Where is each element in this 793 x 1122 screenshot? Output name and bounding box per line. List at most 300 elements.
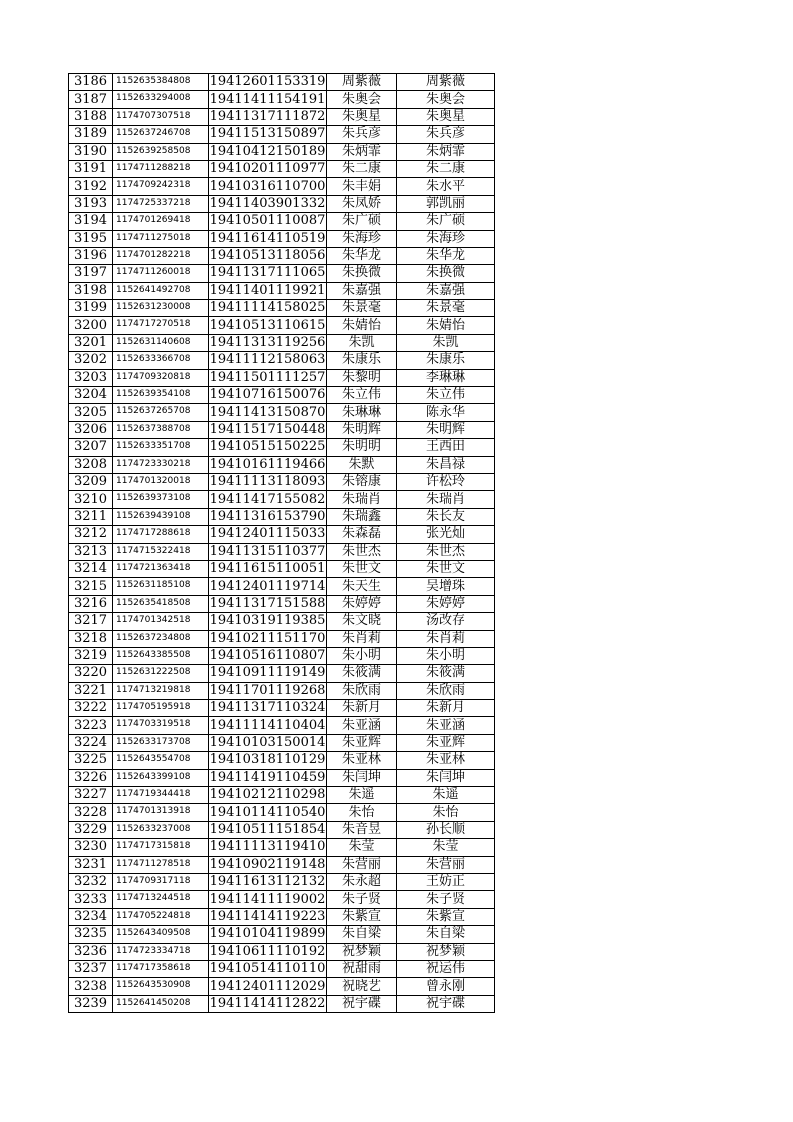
id-code-cell: 1174717358618 <box>113 960 209 977</box>
row-number-cell: 3233 <box>69 891 113 908</box>
name-cell: 朱明明 <box>327 439 397 456</box>
exam-number-cell: 19411317111065 <box>209 265 326 281</box>
name-alt-cell: 朱奥会 <box>397 91 495 108</box>
id-code-cell: 1174717315818 <box>113 839 209 856</box>
exam-number-cell: 19412401112029 <box>209 978 326 994</box>
table-row <box>69 230 495 247</box>
id-code-cell: 1174713219818 <box>113 682 209 699</box>
table-row <box>69 195 495 212</box>
table-row <box>69 491 495 508</box>
exam-number-cell: 19411615110051 <box>209 561 326 577</box>
row-number-cell: 3225 <box>69 752 113 769</box>
row-number-cell: 3191 <box>69 160 113 177</box>
name-cell: 朱奥会 <box>327 91 397 108</box>
id-code-cell: 1152637234808 <box>113 630 209 647</box>
exam-number-cell: 19411413150870 <box>209 404 326 420</box>
exam-number-cell: 19410501110087 <box>209 213 326 229</box>
row-number-cell: 3188 <box>69 108 113 125</box>
name-cell: 周紫薇 <box>327 74 397 91</box>
name-alt-cell: 朱奥星 <box>397 108 495 125</box>
name-cell: 朱瑞鑫 <box>327 508 397 525</box>
id-code-cell: 1174711278518 <box>113 856 209 873</box>
row-number-cell: 3220 <box>69 665 113 682</box>
name-cell: 朱康乐 <box>327 352 397 369</box>
name-cell: 朱筱满 <box>327 665 397 682</box>
name-cell: 朱立伟 <box>327 387 397 404</box>
name-cell: 祝梦颖 <box>327 943 397 960</box>
name-cell: 朱炳霏 <box>327 143 397 160</box>
name-cell: 朱嘉强 <box>327 282 397 299</box>
name-alt-cell: 王妨正 <box>397 873 495 890</box>
id-code-cell: 1152631230008 <box>113 300 209 317</box>
table-row <box>69 717 495 734</box>
table-row <box>69 456 495 473</box>
row-number-cell: 3210 <box>69 491 113 508</box>
exam-number-cell: 19410511151854 <box>209 821 326 837</box>
row-number-cell: 3195 <box>69 230 113 247</box>
row-number-cell: 3219 <box>69 647 113 664</box>
name-alt-cell: 李琳琳 <box>397 369 495 386</box>
row-number-cell: 3189 <box>69 126 113 143</box>
table-row <box>69 247 495 264</box>
exam-number-cell: 19412601153319 <box>209 74 326 90</box>
table-row <box>69 613 495 630</box>
row-number-cell: 3234 <box>69 908 113 925</box>
row-number-cell: 3238 <box>69 978 113 995</box>
table-row <box>69 369 495 386</box>
row-number-cell: 3227 <box>69 787 113 804</box>
name-alt-cell: 朱立伟 <box>397 387 495 404</box>
name-cell: 朱华龙 <box>327 247 397 264</box>
name-alt-cell: 祝宇碟 <box>397 995 495 1012</box>
name-cell: 朱亚林 <box>327 752 397 769</box>
name-alt-cell: 朱昌禄 <box>397 456 495 473</box>
id-code-cell: 1152643399108 <box>113 769 209 786</box>
name-cell: 朱小明 <box>327 647 397 664</box>
exam-number-cell: 19411317111872 <box>209 108 326 124</box>
exam-number-cell: 19411414112822 <box>209 995 326 1011</box>
exam-number-cell: 19411113119410 <box>209 839 326 855</box>
exam-number-cell: 19410114110540 <box>209 804 326 820</box>
id-code-cell: 1152639439108 <box>113 508 209 525</box>
id-code-cell: 1174711275018 <box>113 230 209 247</box>
exam-number-cell: 19410513118056 <box>209 248 326 264</box>
id-code-cell: 1174703319518 <box>113 717 209 734</box>
name-alt-cell: 张光灿 <box>397 526 495 543</box>
table-row <box>69 74 495 91</box>
name-cell: 朱遥 <box>327 787 397 804</box>
exam-number-cell: 19410513110615 <box>209 317 326 333</box>
exam-number-cell: 19410211151170 <box>209 630 326 646</box>
id-code-cell: 1152635384808 <box>113 74 209 91</box>
exam-number-cell: 19411701119268 <box>209 682 326 698</box>
name-alt-cell: 孙长顺 <box>397 821 495 838</box>
name-alt-cell: 朱华龙 <box>397 247 495 264</box>
table-row <box>69 526 495 543</box>
table-row <box>69 769 495 786</box>
name-cell: 朱黎明 <box>327 369 397 386</box>
exam-number-cell: 19411501111257 <box>209 369 326 385</box>
row-number-cell: 3228 <box>69 804 113 821</box>
exam-number-cell: 19411317110324 <box>209 700 326 716</box>
name-alt-cell: 朱景毫 <box>397 300 495 317</box>
row-number-cell: 3200 <box>69 317 113 334</box>
name-alt-cell: 朱换微 <box>397 265 495 282</box>
name-alt-cell: 朱明辉 <box>397 421 495 438</box>
name-cell: 朱景毫 <box>327 300 397 317</box>
row-number-cell: 3215 <box>69 578 113 595</box>
row-number-cell: 3214 <box>69 560 113 577</box>
id-code-cell: 1174709242318 <box>113 178 209 195</box>
name-alt-cell: 朱筱满 <box>397 665 495 682</box>
id-code-cell: 1174717270518 <box>113 317 209 334</box>
table-row <box>69 91 495 108</box>
name-alt-cell: 许松玲 <box>397 473 495 490</box>
name-alt-cell: 周紫薇 <box>397 74 495 91</box>
table-row <box>69 126 495 143</box>
name-alt-cell: 朱水平 <box>397 178 495 195</box>
id-code-cell: 1152639354108 <box>113 387 209 404</box>
id-code-cell: 1152637246708 <box>113 126 209 143</box>
exam-number-cell: 19411411154191 <box>209 91 326 107</box>
id-code-cell: 1152633294008 <box>113 91 209 108</box>
id-code-cell: 1152635418508 <box>113 595 209 612</box>
name-cell: 朱天生 <box>327 578 397 595</box>
table-row <box>69 682 495 699</box>
name-alt-cell: 汤改存 <box>397 613 495 630</box>
row-number-cell: 3223 <box>69 717 113 734</box>
name-cell: 朱文晓 <box>327 613 397 630</box>
exam-number-cell: 19410319119385 <box>209 613 326 629</box>
exam-number-cell: 19412401115033 <box>209 526 326 542</box>
name-cell: 朱肖莉 <box>327 630 397 647</box>
table-row <box>69 908 495 925</box>
exam-number-cell: 19410318110129 <box>209 752 326 768</box>
exam-number-cell: 19410161119466 <box>209 456 326 472</box>
table-row <box>69 334 495 351</box>
row-number-cell: 3193 <box>69 195 113 212</box>
table-row <box>69 300 495 317</box>
table-row <box>69 943 495 960</box>
name-cell: 朱自梁 <box>327 926 397 943</box>
name-cell: 朱子贤 <box>327 891 397 908</box>
id-code-cell: 1174701320018 <box>113 473 209 490</box>
table-row <box>69 508 495 525</box>
name-alt-cell: 朱子贤 <box>397 891 495 908</box>
name-alt-cell: 吴增珠 <box>397 578 495 595</box>
table-row <box>69 439 495 456</box>
id-code-cell: 1152639373108 <box>113 491 209 508</box>
table-row <box>69 160 495 177</box>
exam-number-cell: 19411316153790 <box>209 508 326 524</box>
id-code-cell: 1152643385508 <box>113 647 209 664</box>
name-alt-cell: 朱新月 <box>397 700 495 717</box>
name-cell: 朱永超 <box>327 873 397 890</box>
name-alt-cell: 朱长友 <box>397 508 495 525</box>
exam-number-cell: 19410201110977 <box>209 161 326 177</box>
id-code-cell: 1174709320818 <box>113 369 209 386</box>
data-table <box>68 73 495 1013</box>
id-code-cell: 1152633366708 <box>113 352 209 369</box>
name-alt-cell: 朱亚涵 <box>397 717 495 734</box>
id-code-cell: 1152637265708 <box>113 404 209 421</box>
row-number-cell: 3197 <box>69 265 113 282</box>
exam-number-cell: 19410911119149 <box>209 665 326 681</box>
table-row <box>69 352 495 369</box>
id-code-cell: 1174717288618 <box>113 526 209 543</box>
row-number-cell: 3235 <box>69 926 113 943</box>
exam-number-cell: 19410515150225 <box>209 439 326 455</box>
name-alt-cell: 朱营丽 <box>397 856 495 873</box>
name-cell: 朱海珍 <box>327 230 397 247</box>
row-number-cell: 3211 <box>69 508 113 525</box>
exam-number-cell: 19411315110377 <box>209 543 326 559</box>
exam-number-cell: 19410103150014 <box>209 735 326 751</box>
name-cell: 朱紫宣 <box>327 908 397 925</box>
name-alt-cell: 朱凯 <box>397 334 495 351</box>
id-code-cell: 1152633237008 <box>113 821 209 838</box>
id-code-cell: 1152633173708 <box>113 734 209 751</box>
id-code-cell: 1152633351708 <box>113 439 209 456</box>
name-cell: 祝宇碟 <box>327 995 397 1012</box>
exam-number-cell: 19411114110404 <box>209 717 326 733</box>
name-alt-cell: 朱炳霏 <box>397 143 495 160</box>
row-number-cell: 3199 <box>69 300 113 317</box>
id-code-cell: 1174701282218 <box>113 247 209 264</box>
name-alt-cell: 朱闫坤 <box>397 769 495 786</box>
name-cell: 朱换微 <box>327 265 397 282</box>
name-alt-cell: 王西田 <box>397 439 495 456</box>
id-code-cell: 1174725337218 <box>113 195 209 212</box>
id-code-cell: 1174705195918 <box>113 700 209 717</box>
name-cell: 朱广硕 <box>327 213 397 230</box>
row-number-cell: 3216 <box>69 595 113 612</box>
name-alt-cell: 朱莹 <box>397 839 495 856</box>
exam-number-cell: 19411417155082 <box>209 491 326 507</box>
name-alt-cell: 朱康乐 <box>397 352 495 369</box>
row-number-cell: 3237 <box>69 960 113 977</box>
exam-number-cell: 19411114158025 <box>209 300 326 316</box>
row-number-cell: 3190 <box>69 143 113 160</box>
table-row <box>69 317 495 334</box>
id-code-cell: 1174721363418 <box>113 560 209 577</box>
table-row <box>69 856 495 873</box>
name-alt-cell: 祝运伟 <box>397 960 495 977</box>
id-code-cell: 1174713244518 <box>113 891 209 908</box>
name-cell: 祝甜雨 <box>327 960 397 977</box>
row-number-cell: 3205 <box>69 404 113 421</box>
exam-number-cell: 19411401119921 <box>209 282 326 298</box>
name-alt-cell: 朱自梁 <box>397 926 495 943</box>
row-number-cell: 3230 <box>69 839 113 856</box>
exam-number-cell: 19410316110700 <box>209 178 326 194</box>
id-code-cell: 1174719344418 <box>113 787 209 804</box>
name-alt-cell: 朱小明 <box>397 647 495 664</box>
exam-number-cell: 19410104119899 <box>209 926 326 942</box>
exam-number-cell: 19410514110110 <box>209 961 326 977</box>
name-alt-cell: 陈永华 <box>397 404 495 421</box>
table-row <box>69 891 495 908</box>
exam-number-cell: 19410412150189 <box>209 143 326 159</box>
table-row <box>69 734 495 751</box>
exam-number-cell: 19411513150897 <box>209 126 326 142</box>
name-alt-cell: 朱世文 <box>397 560 495 577</box>
name-cell: 朱闫坤 <box>327 769 397 786</box>
name-cell: 朱丰娟 <box>327 178 397 195</box>
name-alt-cell: 祝梦颖 <box>397 943 495 960</box>
exam-number-cell: 19412401119714 <box>209 578 326 594</box>
id-code-cell: 1174723330218 <box>113 456 209 473</box>
row-number-cell: 3229 <box>69 821 113 838</box>
row-number-cell: 3209 <box>69 473 113 490</box>
table-row <box>69 787 495 804</box>
name-cell: 祝晓艺 <box>327 978 397 995</box>
table-row <box>69 143 495 160</box>
name-cell: 朱怡 <box>327 804 397 821</box>
table-row <box>69 543 495 560</box>
table-row <box>69 108 495 125</box>
name-alt-cell: 朱兵彦 <box>397 126 495 143</box>
row-number-cell: 3212 <box>69 526 113 543</box>
name-cell: 朱二康 <box>327 160 397 177</box>
table-row <box>69 978 495 995</box>
name-cell: 朱营丽 <box>327 856 397 873</box>
row-number-cell: 3194 <box>69 213 113 230</box>
name-alt-cell: 朱亚林 <box>397 752 495 769</box>
row-number-cell: 3222 <box>69 700 113 717</box>
name-alt-cell: 朱嘉强 <box>397 282 495 299</box>
table-row <box>69 282 495 299</box>
name-cell: 朱新月 <box>327 700 397 717</box>
name-cell: 朱凤娇 <box>327 195 397 212</box>
table-row <box>69 995 495 1012</box>
name-cell: 朱凯 <box>327 334 397 351</box>
name-alt-cell: 朱广硕 <box>397 213 495 230</box>
name-cell: 朱婷婷 <box>327 595 397 612</box>
table-row <box>69 647 495 664</box>
table-row <box>69 178 495 195</box>
name-cell: 朱欣雨 <box>327 682 397 699</box>
table-row <box>69 404 495 421</box>
row-number-cell: 3239 <box>69 995 113 1012</box>
exam-number-cell: 19411403901332 <box>209 195 326 211</box>
exam-number-cell: 19411113118093 <box>209 474 326 490</box>
name-cell: 朱奥星 <box>327 108 397 125</box>
name-cell: 朱世杰 <box>327 543 397 560</box>
name-alt-cell: 郭凯丽 <box>397 195 495 212</box>
table-row <box>69 700 495 717</box>
name-cell: 朱镕康 <box>327 473 397 490</box>
id-code-cell: 1174723334718 <box>113 943 209 960</box>
exam-number-cell: 19411614110519 <box>209 230 326 246</box>
exam-number-cell: 19411419110459 <box>209 769 326 785</box>
name-cell: 朱琳琳 <box>327 404 397 421</box>
id-code-cell: 1152639258508 <box>113 143 209 160</box>
id-code-cell: 1152631222508 <box>113 665 209 682</box>
row-number-cell: 3231 <box>69 856 113 873</box>
exam-number-cell: 19410516110807 <box>209 648 326 664</box>
id-code-cell: 1152641450208 <box>113 995 209 1012</box>
table-row <box>69 630 495 647</box>
exam-number-cell: 19410611110192 <box>209 943 326 959</box>
id-code-cell: 1152631140608 <box>113 334 209 351</box>
table-row <box>69 804 495 821</box>
id-code-cell: 1174701313918 <box>113 804 209 821</box>
id-code-cell: 1174711260018 <box>113 265 209 282</box>
row-number-cell: 3217 <box>69 613 113 630</box>
exam-number-cell: 19411517150448 <box>209 422 326 437</box>
name-cell: 朱莹 <box>327 839 397 856</box>
table-row <box>69 560 495 577</box>
table-row <box>69 665 495 682</box>
table-row <box>69 821 495 838</box>
row-number-cell: 3196 <box>69 247 113 264</box>
name-alt-cell: 朱紫宣 <box>397 908 495 925</box>
row-number-cell: 3207 <box>69 439 113 456</box>
row-number-cell: 3201 <box>69 334 113 351</box>
table-row <box>69 595 495 612</box>
name-cell: 朱兵彦 <box>327 126 397 143</box>
id-code-cell: 1174701342518 <box>113 613 209 630</box>
exam-number-cell: 19410212110298 <box>209 787 326 803</box>
id-code-cell: 1174705224818 <box>113 908 209 925</box>
name-cell: 朱森磊 <box>327 526 397 543</box>
exam-number-cell: 19411313119256 <box>209 335 326 351</box>
row-number-cell: 3198 <box>69 282 113 299</box>
row-number-cell: 3213 <box>69 543 113 560</box>
id-code-cell: 1174701269418 <box>113 213 209 230</box>
table-row <box>69 839 495 856</box>
exam-number-cell: 19411317151588 <box>209 595 326 611</box>
name-cell: 朱瑞肖 <box>327 491 397 508</box>
name-alt-cell: 朱欣雨 <box>397 682 495 699</box>
id-code-cell: 1152641492708 <box>113 282 209 299</box>
table-row <box>69 752 495 769</box>
table-row <box>69 421 495 438</box>
table-row <box>69 213 495 230</box>
table-body <box>69 74 495 1013</box>
id-code-cell: 1174709317118 <box>113 873 209 890</box>
row-number-cell: 3186 <box>69 74 113 91</box>
exam-number-cell: 19410716150076 <box>209 387 326 403</box>
row-number-cell: 3208 <box>69 456 113 473</box>
id-code-cell: 1152643530908 <box>113 978 209 995</box>
row-number-cell: 3226 <box>69 769 113 786</box>
name-cell: 朱明辉 <box>327 421 397 438</box>
id-code-cell: 1152631185108 <box>113 578 209 595</box>
table-row <box>69 926 495 943</box>
row-number-cell: 3192 <box>69 178 113 195</box>
row-number-cell: 3221 <box>69 682 113 699</box>
name-alt-cell: 朱海珍 <box>397 230 495 247</box>
exam-number-cell: 19411613112132 <box>209 874 326 890</box>
row-number-cell: 3202 <box>69 352 113 369</box>
name-alt-cell: 朱亚辉 <box>397 734 495 751</box>
id-code-cell: 1152643409508 <box>113 926 209 943</box>
name-cell: 朱音昱 <box>327 821 397 838</box>
table-row <box>69 873 495 890</box>
table-row <box>69 265 495 282</box>
exam-number-cell: 19411414119223 <box>209 908 326 924</box>
row-number-cell: 3203 <box>69 369 113 386</box>
name-alt-cell: 朱遥 <box>397 787 495 804</box>
id-code-cell: 1174711288218 <box>113 160 209 177</box>
table-row <box>69 960 495 977</box>
id-code-cell: 1152637388708 <box>113 421 209 438</box>
name-alt-cell: 朱婷婷 <box>397 595 495 612</box>
name-cell: 朱亚辉 <box>327 734 397 751</box>
row-number-cell: 3204 <box>69 387 113 404</box>
